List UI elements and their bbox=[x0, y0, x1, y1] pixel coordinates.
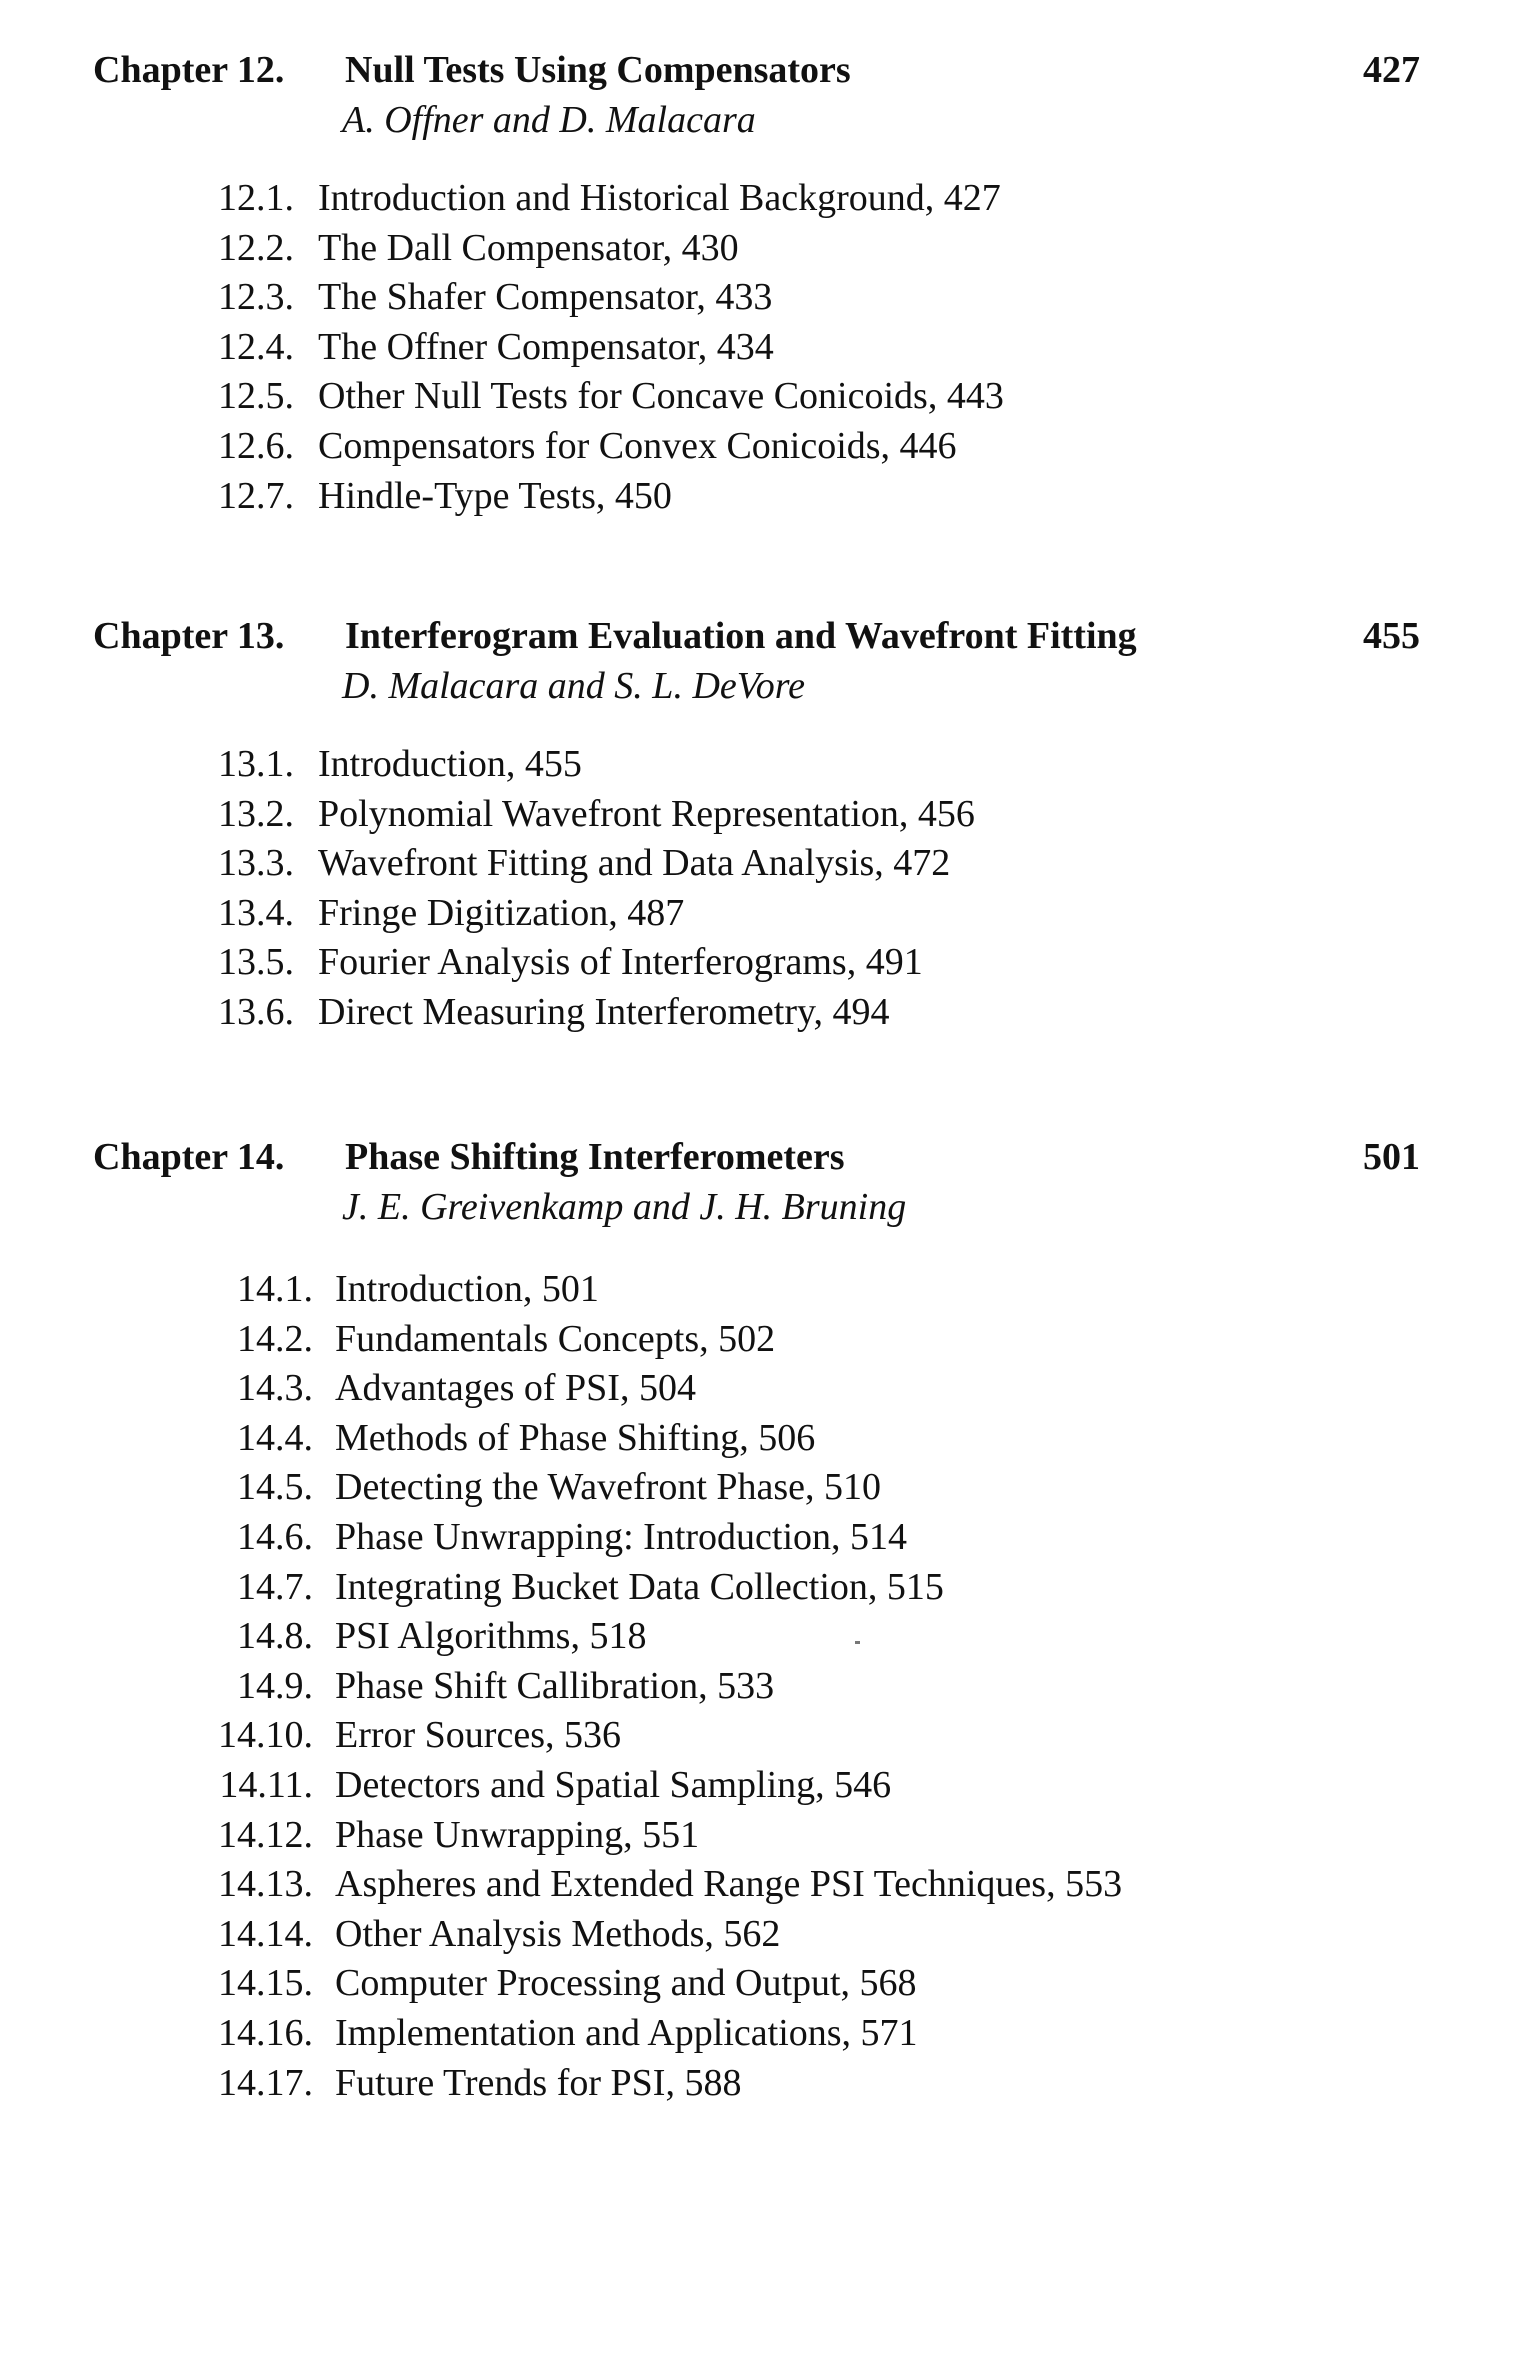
chapter-page-number: 427 bbox=[1363, 49, 1420, 91]
section-number: 14.15. bbox=[218, 1962, 313, 2005]
chapter-title: Interferogram Evaluation and Wavefront Fitting bbox=[345, 615, 1137, 657]
section-title: Methods of Phase Shifting, 506 bbox=[335, 1416, 816, 1459]
section-number: 14.17. bbox=[218, 2061, 313, 2104]
section-number: 13.2. bbox=[218, 792, 294, 835]
section-number: 12.4. bbox=[218, 325, 294, 368]
section-title: Direct Measuring Interferometry, 494 bbox=[318, 990, 890, 1033]
section-item bbox=[0, 273, 1529, 323]
section-title: Other Null Tests for Concave Conicoids, 443 bbox=[318, 375, 1004, 418]
section-title: Fourier Analysis of Interferograms, 491 bbox=[318, 941, 923, 984]
section-title: Phase Shift Callibration, 533 bbox=[335, 1664, 775, 1707]
section-number: 12.1. bbox=[218, 177, 294, 219]
section-number: 12.5. bbox=[218, 375, 294, 418]
section-title: Error Sources, 536 bbox=[335, 1714, 621, 1757]
section-title: Integrating Bucket Data Collection, 515 bbox=[335, 1565, 944, 1608]
section-title: Wavefront Fitting and Data Analysis, 472 bbox=[318, 842, 951, 885]
section-number: 13.3. bbox=[218, 842, 294, 885]
section-title: Hindle-Type Tests, 450 bbox=[318, 474, 672, 517]
section-title: Fringe Digitization, 487 bbox=[318, 891, 685, 934]
section-number: 14.8. bbox=[237, 1615, 313, 1658]
section-number: 14.12. bbox=[218, 1813, 313, 1856]
section-number: 14.10. bbox=[218, 1714, 313, 1757]
section-item bbox=[0, 790, 1529, 840]
section-item bbox=[0, 889, 1529, 939]
section-item bbox=[0, 323, 1529, 373]
section-item bbox=[0, 839, 1529, 889]
section-title: Advantages of PSI, 504 bbox=[335, 1367, 696, 1410]
section-title: Phase Unwrapping: Introduction, 514 bbox=[335, 1515, 908, 1558]
section-item bbox=[0, 1463, 1529, 1513]
section-number: 12.7. bbox=[218, 474, 294, 517]
section-item bbox=[0, 174, 1529, 224]
section-number: 14.7. bbox=[237, 1565, 313, 1608]
section-item bbox=[0, 988, 1529, 1038]
section-list bbox=[0, 1265, 1529, 2108]
section-item bbox=[0, 1811, 1529, 1861]
chapter-authors: D. Malacara and S. L. DeVore bbox=[342, 665, 805, 707]
section-number: 14.14. bbox=[218, 1912, 313, 1955]
section-item bbox=[0, 1315, 1529, 1365]
section-number: 14.3. bbox=[237, 1367, 313, 1410]
section-list bbox=[0, 174, 1529, 521]
section-title: Computer Processing and Output, 568 bbox=[335, 1962, 917, 2005]
section-title: Aspheres and Extended Range PSI Techniques, 553 bbox=[335, 1863, 1123, 1906]
chapter-title: Phase Shifting Interferometers bbox=[345, 1136, 845, 1178]
section-number: 12.2. bbox=[218, 226, 294, 269]
section-title: Detecting the Wavefront Phase, 510 bbox=[335, 1466, 882, 1509]
chapter-title: Null Tests Using Compensators bbox=[345, 49, 851, 91]
section-title: Fundamentals Concepts, 502 bbox=[335, 1317, 776, 1360]
section-number: 14.5. bbox=[237, 1466, 313, 1509]
section-title: Compensators for Convex Conicoids, 446 bbox=[318, 424, 957, 467]
section-item bbox=[0, 740, 1529, 790]
section-number: 14.6. bbox=[237, 1515, 313, 1558]
section-item bbox=[0, 1662, 1529, 1712]
section-title: PSI Algorithms, 518 bbox=[335, 1615, 647, 1658]
section-title: Implementation and Applications, 571 bbox=[335, 2011, 918, 2054]
chapter-page-number: 455 bbox=[1363, 615, 1420, 657]
section-number: 14.11. bbox=[219, 1763, 313, 1806]
section-item bbox=[0, 1711, 1529, 1761]
section-title: Introduction, 455 bbox=[318, 743, 582, 785]
chapter-authors: J. E. Greivenkamp and J. H. Bruning bbox=[342, 1186, 907, 1228]
section-item bbox=[0, 1959, 1529, 2009]
section-item bbox=[0, 938, 1529, 988]
section-item bbox=[0, 1414, 1529, 1464]
section-number: 13.6. bbox=[218, 990, 294, 1033]
section-item bbox=[0, 1910, 1529, 1960]
section-item bbox=[0, 372, 1529, 422]
section-number: 14.16. bbox=[218, 2011, 313, 2054]
section-item bbox=[0, 1612, 1529, 1662]
section-number: 14.13. bbox=[218, 1863, 313, 1906]
section-item bbox=[0, 1860, 1529, 1910]
chapter-authors: A. Offner and D. Malacara bbox=[342, 99, 756, 141]
section-number: 14.9. bbox=[237, 1664, 313, 1707]
section-title: Phase Unwrapping, 551 bbox=[335, 1813, 700, 1856]
section-item bbox=[0, 1265, 1529, 1315]
chapter-label: Chapter 13. bbox=[93, 615, 285, 657]
section-number: 13.4. bbox=[218, 891, 294, 934]
chapter-label: Chapter 14. bbox=[93, 1136, 285, 1178]
chapter-page-number: 501 bbox=[1363, 1136, 1420, 1178]
section-item bbox=[0, 472, 1529, 522]
section-number: 14.4. bbox=[237, 1416, 313, 1459]
section-title: The Offner Compensator, 434 bbox=[318, 325, 774, 368]
section-item bbox=[0, 224, 1529, 274]
section-title: Future Trends for PSI, 588 bbox=[335, 2061, 742, 2104]
scan-speck bbox=[855, 1641, 860, 1644]
section-number: 13.1. bbox=[218, 743, 294, 785]
section-item bbox=[0, 1364, 1529, 1414]
section-number: 12.3. bbox=[218, 276, 294, 319]
chapter-label: Chapter 12. bbox=[93, 49, 285, 91]
section-item bbox=[0, 2009, 1529, 2059]
section-item bbox=[0, 422, 1529, 472]
section-item bbox=[0, 2059, 1529, 2109]
section-number: 12.6. bbox=[218, 424, 294, 467]
section-number: 14.2. bbox=[237, 1317, 313, 1360]
section-title: Introduction and Historical Background, 427 bbox=[318, 177, 1001, 219]
section-title: The Dall Compensator, 430 bbox=[318, 226, 739, 269]
section-item bbox=[0, 1563, 1529, 1613]
section-title: Polynomial Wavefront Representation, 456 bbox=[318, 792, 975, 835]
section-title: Introduction, 501 bbox=[335, 1268, 599, 1310]
section-title: Other Analysis Methods, 562 bbox=[335, 1912, 781, 1955]
section-item bbox=[0, 1513, 1529, 1563]
section-item bbox=[0, 1761, 1529, 1811]
section-list bbox=[0, 740, 1529, 1038]
section-title: The Shafer Compensator, 433 bbox=[318, 276, 773, 319]
section-title: Detectors and Spatial Sampling, 546 bbox=[335, 1763, 892, 1806]
section-number: 14.1. bbox=[237, 1268, 313, 1310]
section-number: 13.5. bbox=[218, 941, 294, 984]
